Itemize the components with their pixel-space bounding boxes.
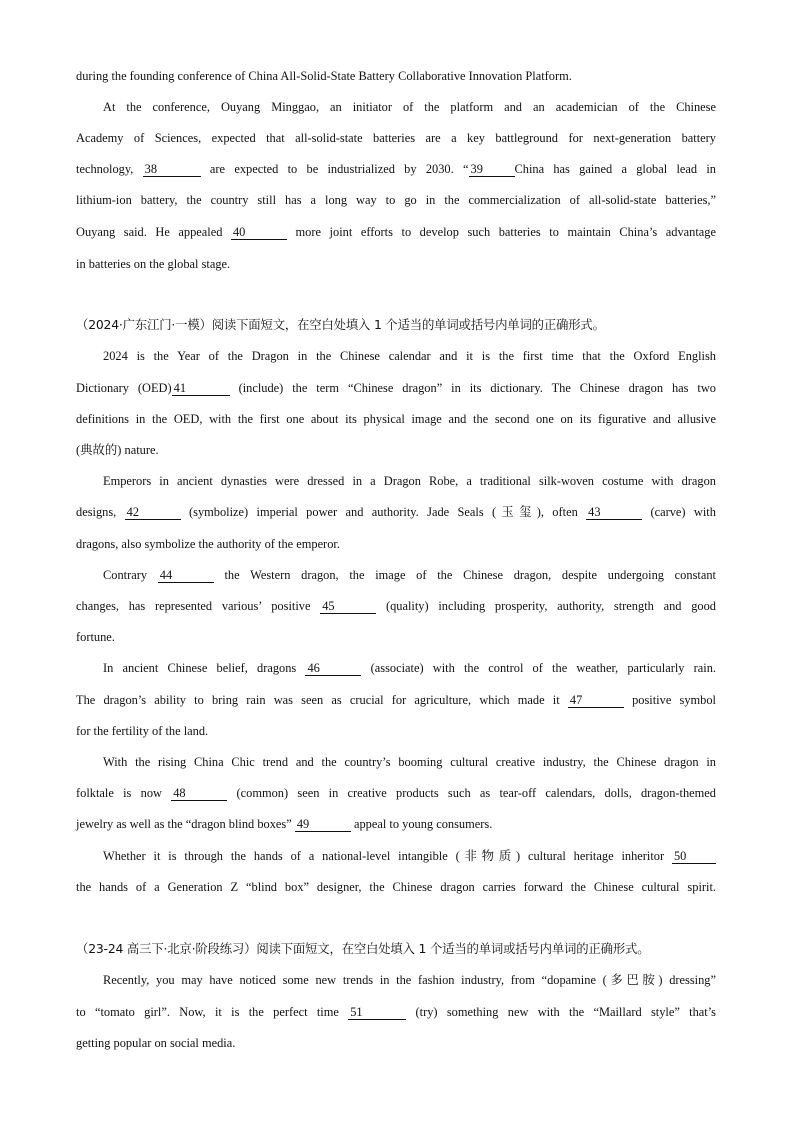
section-heading: （2024·广东江门·一模）阅读下面短文，在空白处填入 1 个适当的单词或括号内单词的正确形式。 [76,317,605,332]
paragraph-line: definitions in the OED, with the first one about its physical image and the second one on its figurative and allusive [76,412,716,426]
section-heading: （23-24 高三下·北京·阶段练习）阅读下面短文，在空白处填入 1 个适当的单词或括号内单词的正确形式。 [76,941,650,956]
paragraph-line [103,567,716,583]
text-segment: (try) something new with the “Maillard style” that’s [415,1005,716,1019]
paragraph-line [76,816,716,832]
text-segment: (carve) with [650,505,716,519]
paragraph-line [76,785,716,801]
paragraph-line: At the conference, Ouyang Minggao, an initiator of the platform and an academician of the Chinese [103,100,716,114]
paragraph-line: fortune. [76,630,115,644]
answer-blank-39[interactable]: 39 [469,163,515,177]
answer-blank-44[interactable]: 44 [158,569,214,583]
paragraph-line [76,224,716,240]
text-segment: The dragon’s ability to bring rain was seen as crucial for agriculture, which made it [76,693,560,707]
paragraph-line: 2024 is the Year of the Dragon in the Chinese calendar and it is the first time that the Oxford English [103,349,716,363]
paragraph-line [76,504,716,520]
paragraph-line: (典故的) nature. [76,443,159,457]
paragraph-line [76,598,716,614]
answer-blank-42[interactable]: 42 [125,506,181,520]
paragraph-line: With the rising China Chic trend and the country’s booming cultural creative industry, the Chinese dragon in [103,755,716,769]
paragraph-line: lithium-ion battery, the country still has a long way to go in the commercialization of all-solid-state batteries,” [76,193,716,207]
paragraph-line [76,380,716,396]
paragraph-line [76,1004,716,1020]
text-segment: Dictionary (OED) [76,381,172,395]
paragraph-line: dragons, also symbolize the authority of the emperor. [76,537,340,551]
answer-blank-49[interactable]: 49 [295,818,351,832]
answer-blank-46[interactable]: 46 [305,662,361,676]
answer-blank-40[interactable]: 40 [231,226,287,240]
answer-blank-38[interactable]: 38 [143,163,201,177]
text-segment: the Western dragon, the image of the Chinese dragon, despite undergoing constant [224,568,716,582]
paragraph-line [76,692,716,708]
answer-blank-47[interactable]: 47 [568,694,624,708]
text-segment: designs, [76,505,117,519]
answer-blank-41[interactable]: 41 [172,382,230,396]
paragraph-line: during the founding conference of China All-Solid-State Battery Collaborative Innovation Platform. [76,69,572,83]
answer-blank-43[interactable]: 43 [586,506,642,520]
text-segment: are expected to be industrialized by 2030. “ [209,162,469,176]
paragraph-line: Recently, you may have noticed some new trends in the fashion industry, from “dopamine (多巴胺) dressing” [103,973,716,987]
paragraph-line: for the fertility of the land. [76,724,209,738]
text-segment: technology, [76,162,134,176]
paragraph-line [76,161,716,177]
text-segment: (symbolize) imperial power and authority. Jade Seals (玉玺), often [189,505,578,519]
paragraph-line [103,848,716,864]
text-segment: Ouyang said. He appealed [76,225,223,239]
text-segment: to “tomato girl”. Now, it is the perfect time [76,1005,339,1019]
text-segment: (quality) including prosperity, authority, strength and good [385,599,716,613]
paragraph-line [103,660,716,676]
text-segment: positive symbol [632,693,716,707]
text-segment: changes, has represented various’ positive [76,599,311,613]
text-segment: appeal to young consumers. [353,817,493,831]
paragraph-line: Academy of Sciences, expected that all-solid-state batteries are a key battleground for next-generation battery [76,131,716,145]
paragraph-line: Emperors in ancient dynasties were dressed in a Dragon Robe, a traditional silk-woven costume with dragon [103,474,716,488]
answer-blank-51[interactable]: 51 [348,1006,406,1020]
text-segment: In ancient Chinese belief, dragons [103,661,297,675]
text-segment: (common) seen in creative products such as tear-off calendars, dolls, dragon-themed [236,786,716,800]
paragraph-line: getting popular on social media. [76,1036,236,1050]
text-segment: Whether it is through the hands of a national-level intangible (非物质) cultural heritage inheritor [103,849,665,863]
text-segment: (include) the term “Chinese dragon” in its dictionary. The Chinese dragon has two [238,381,716,395]
text-segment: China has gained a global lead in [514,162,716,176]
text-segment: (associate) with the control of the weather, particularly rain. [370,661,716,675]
answer-blank-48[interactable]: 48 [171,787,227,801]
answer-blank-50[interactable]: 50 [672,850,716,864]
text-segment: jewelry as well as the “dragon blind boxes” [76,817,292,831]
answer-blank-45[interactable]: 45 [320,600,376,614]
text-segment: more joint efforts to develop such batteries to maintain China’s advantage [295,225,716,239]
text-segment: Contrary [103,568,148,582]
paragraph-line: the hands of a Generation Z “blind box” designer, the Chinese dragon carries forward the Chinese cultural spirit. [76,880,716,894]
text-segment: folktale is now [76,786,162,800]
paragraph-line: in batteries on the global stage. [76,257,231,271]
